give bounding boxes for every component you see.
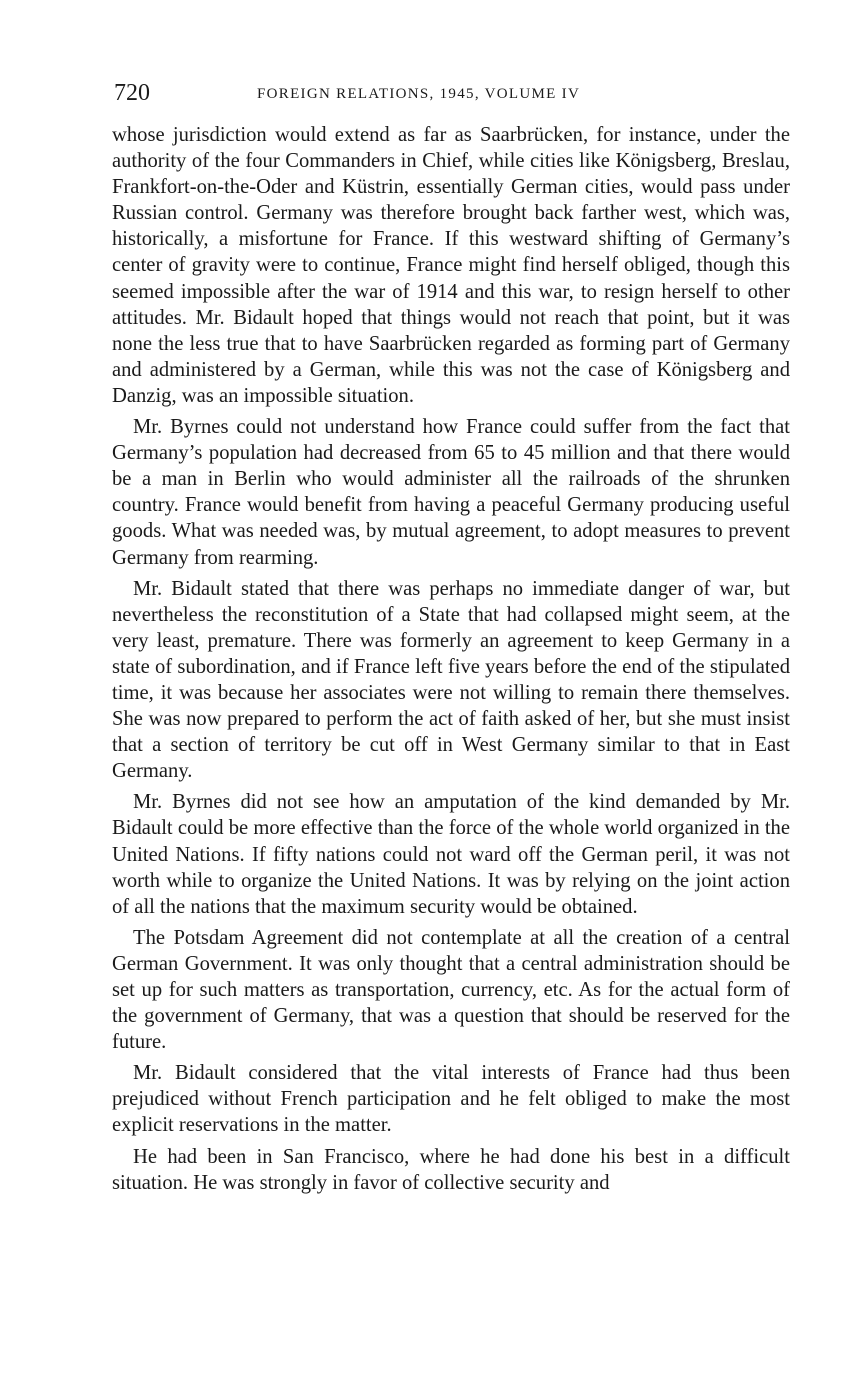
- paragraph-bidault-danger: Mr. Bidault stated that there was perhaps no immediate danger of war, but nevertheless the reconstitution of a State that had collapsed might seem, at the very least, premature. There was formerly an agreement to keep Germany in a state of subordination, and if France left five years before the end of the stipulated time, it was because her associates were not willing to remain there themselves. She was now prepared to perform the act of faith asked of her, but she must insist that a section of territory be cut off in West Germany similar to that in East Germany.: [112, 577, 790, 783]
- page-number: 720: [114, 80, 150, 106]
- paragraph-byrnes-amputation: Mr. Byrnes did not see how an amputation of the kind demanded by Mr. Bidault could be more effective than the force of the whole world organized in the United Nations. If fifty nations could not ward off the German peril, it was not worth while to organize the United Nations. It was by relying on the joint action of all the nations that the maximum security would be obtained.: [112, 791, 790, 918]
- paragraph-bidault-reservations: Mr. Bidault considered that the vital interests of France had thus been prejudiced without French participation and he felt obliged to make the most explicit reservations in the matter.: [112, 1062, 790, 1137]
- paragraph-byrnes-population: Mr. Byrnes could not understand how France could suffer from the fact that Germany’s population had decreased from 65 to 45 million and that there would be a man in Berlin who would administer all the railroads of the shrunken country. France would benefit from having a peaceful Germany producing useful goods. What was needed was, by mutual agreement, to adopt measures to prevent Germany from rearming.: [112, 416, 790, 569]
- running-title: FOREIGN RELATIONS, 1945, VOLUME IV: [257, 86, 581, 102]
- paragraph-continued: whose jurisdiction would extend as far as Saarbrücken, for instance, under the authority of the four Commanders in Chief, while cities like Königsberg, Breslau, Frankfort-on-the-Oder and Küstrin, essentially German cities, would pass under Russian control. Germany was therefore brought back farther west, which was, historically, a misfortune for France. If this westward shifting of Germany’s center of gravity were to continue, France might find herself obliged, though this seemed impossible after the war of 1914 and this war, to resign herself to other attitudes. Mr. Bidault hoped that things would not reach that point, but it was none the less true that to have Saarbrücken regarded as forming part of Germany and administered by a German, while this was not the case of Königsberg and Danzig, was an impossible situation.: [112, 124, 790, 407]
- paragraph-potsdam: The Potsdam Agreement did not contemplate at all the creation of a central German Government. It was only thought that a central administration should be set up for such matters as transportation, currency, etc. As for the actual form of the government of Germany, that was a question that should be reserved for the future.: [112, 926, 790, 1054]
- page-header: [114, 78, 790, 110]
- paragraph-san-francisco: He had been in San Francisco, where he had done his best in a difficult situation. He was strongly in favor of collective security and: [112, 1145, 790, 1194]
- body-text: [112, 122, 790, 1201]
